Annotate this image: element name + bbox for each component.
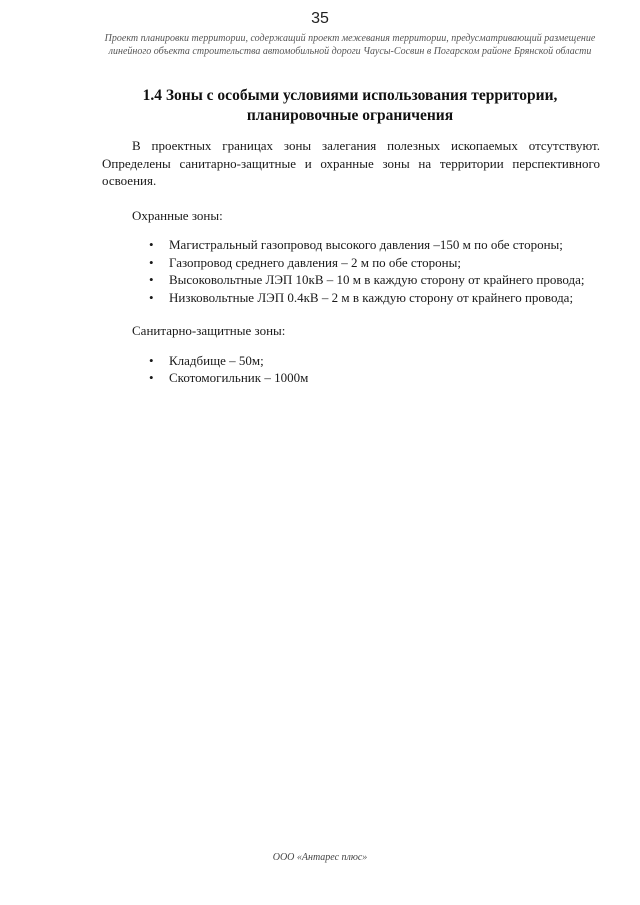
document-header: Проект планировки территории, содержащий проект межевания территории, предусматривающий размещение линейного объекта строительства автомобильной дороги Чаусы-Сосвин в Погарском районе Брянской области [104,33,596,57]
list-item-text: Скотомогильник – 1000м [169,370,309,385]
bullet-icon: • [149,254,154,270]
list-item-text: Магистральный газопровод высокого давления –150 м по обе стороны; [169,237,563,252]
bullet-icon: • [149,289,154,305]
bullet-icon: • [149,352,154,368]
section-title: 1.4 Зоны с особыми условиями использования территории, планировочные ограничения [142,87,558,124]
list-item [102,254,600,272]
list-item-text: Кладбище – 50м; [169,352,264,368]
protected-zones-list [102,236,600,306]
page-number: 35 [311,10,329,27]
bullet-icon: • [149,272,154,287]
protected-zones-heading: Охранные зоны: [132,207,223,223]
list-item-text: Низковольтные ЛЭП 0.4кВ – 2 м в каждую сторону от крайнего провода; [169,289,574,305]
sanitary-zones-heading: Санитарно-защитные зоны: [132,323,286,338]
list-item-text: Высоковольтные ЛЭП 10кВ – 10 м в каждую сторону от крайнего провода; [169,272,585,287]
bullet-icon: • [149,370,154,385]
list-item [102,352,600,370]
bullet-icon: • [149,237,154,252]
list-item [102,271,600,289]
list-item-text: Газопровод среднего давления – 2 м по обе стороны; [169,254,461,270]
document-footer: ООО «Антарес плюс» [272,852,368,863]
intro-paragraph: В проектных границах зоны залегания полезных ископаемых отсутствуют. Определены санитарно-защитные и охранные зоны на территории перспективного освоения. [102,138,600,188]
list-item [102,236,600,254]
list-item [102,289,600,307]
document-body [102,137,600,387]
list-item [102,369,600,387]
sanitary-zones-list [102,352,600,387]
